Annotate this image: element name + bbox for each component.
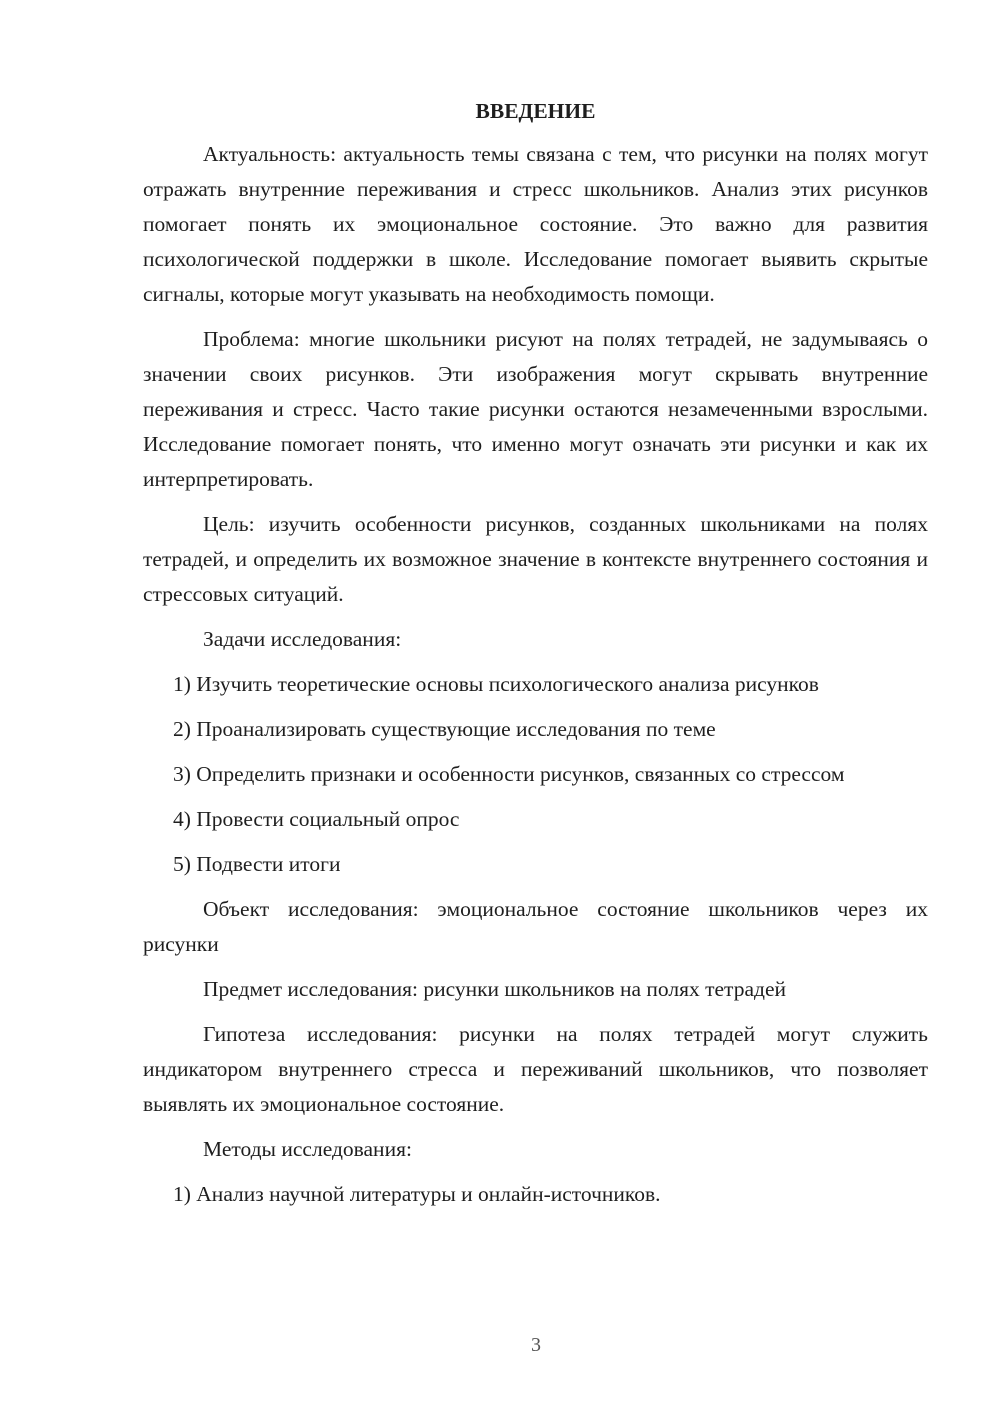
problem-paragraph: Проблема: многие школьники рисуют на полях тетрадей, не задумываясь о значении своих рисунков. Эти изображения могут скрывать внутренние переживания и стресс. Часто такие рисунки остаются незамеченными взрослыми. Исследование помогает понять, что именно могут означать эти рисунки и как их интерпретировать. bbox=[143, 327, 928, 491]
goal-paragraph: Цель: изучить особенности рисунков, созданных школьниками на полях тетрадей, и определить их возможное значение в контексте внутреннего состояния и стрессовых ситуаций. bbox=[143, 512, 928, 606]
page-content bbox=[143, 96, 928, 1222]
task-item: 2) Проанализировать существующие исследования по теме bbox=[173, 717, 716, 741]
task-item: 1) Изучить теоретические основы психологического анализа рисунков bbox=[173, 672, 819, 696]
section-heading: ВВЕДЕНИЕ bbox=[475, 99, 596, 123]
task-item: 3) Определить признаки и особенности рисунков, связанных со стрессом bbox=[173, 762, 845, 786]
methods-title: Методы исследования: bbox=[203, 1137, 412, 1161]
object-paragraph: Объект исследования: эмоциональное состояние школьников через их рисунки bbox=[143, 897, 928, 956]
tasks-title: Задачи исследования: bbox=[203, 627, 402, 651]
method-item: 1) Анализ научной литературы и онлайн-источников. bbox=[173, 1182, 661, 1206]
task-item: 5) Подвести итоги bbox=[173, 852, 341, 876]
page-number: 3 bbox=[531, 1334, 541, 1356]
subject-paragraph: Предмет исследования: рисунки школьников на полях тетрадей bbox=[203, 977, 786, 1001]
hypothesis-paragraph: Гипотеза исследования: рисунки на полях тетрадей могут служить индикатором внутреннего стресса и переживаний школьников, что позволяет выявлять их эмоциональное состояние. bbox=[143, 1022, 928, 1116]
relevance-paragraph: Актуальность: актуальность темы связана с тем, что рисунки на полях могут отражать внутренние переживания и стресс школьников. Анализ этих рисунков помогает понять их эмоциональное состояние. Это важно для развития психологической поддержки в школе. Исследование помогает выявить скрытые сигналы, которые могут указывать на необходимость помощи. bbox=[143, 142, 928, 306]
task-item: 4) Провести социальный опрос bbox=[173, 807, 460, 831]
